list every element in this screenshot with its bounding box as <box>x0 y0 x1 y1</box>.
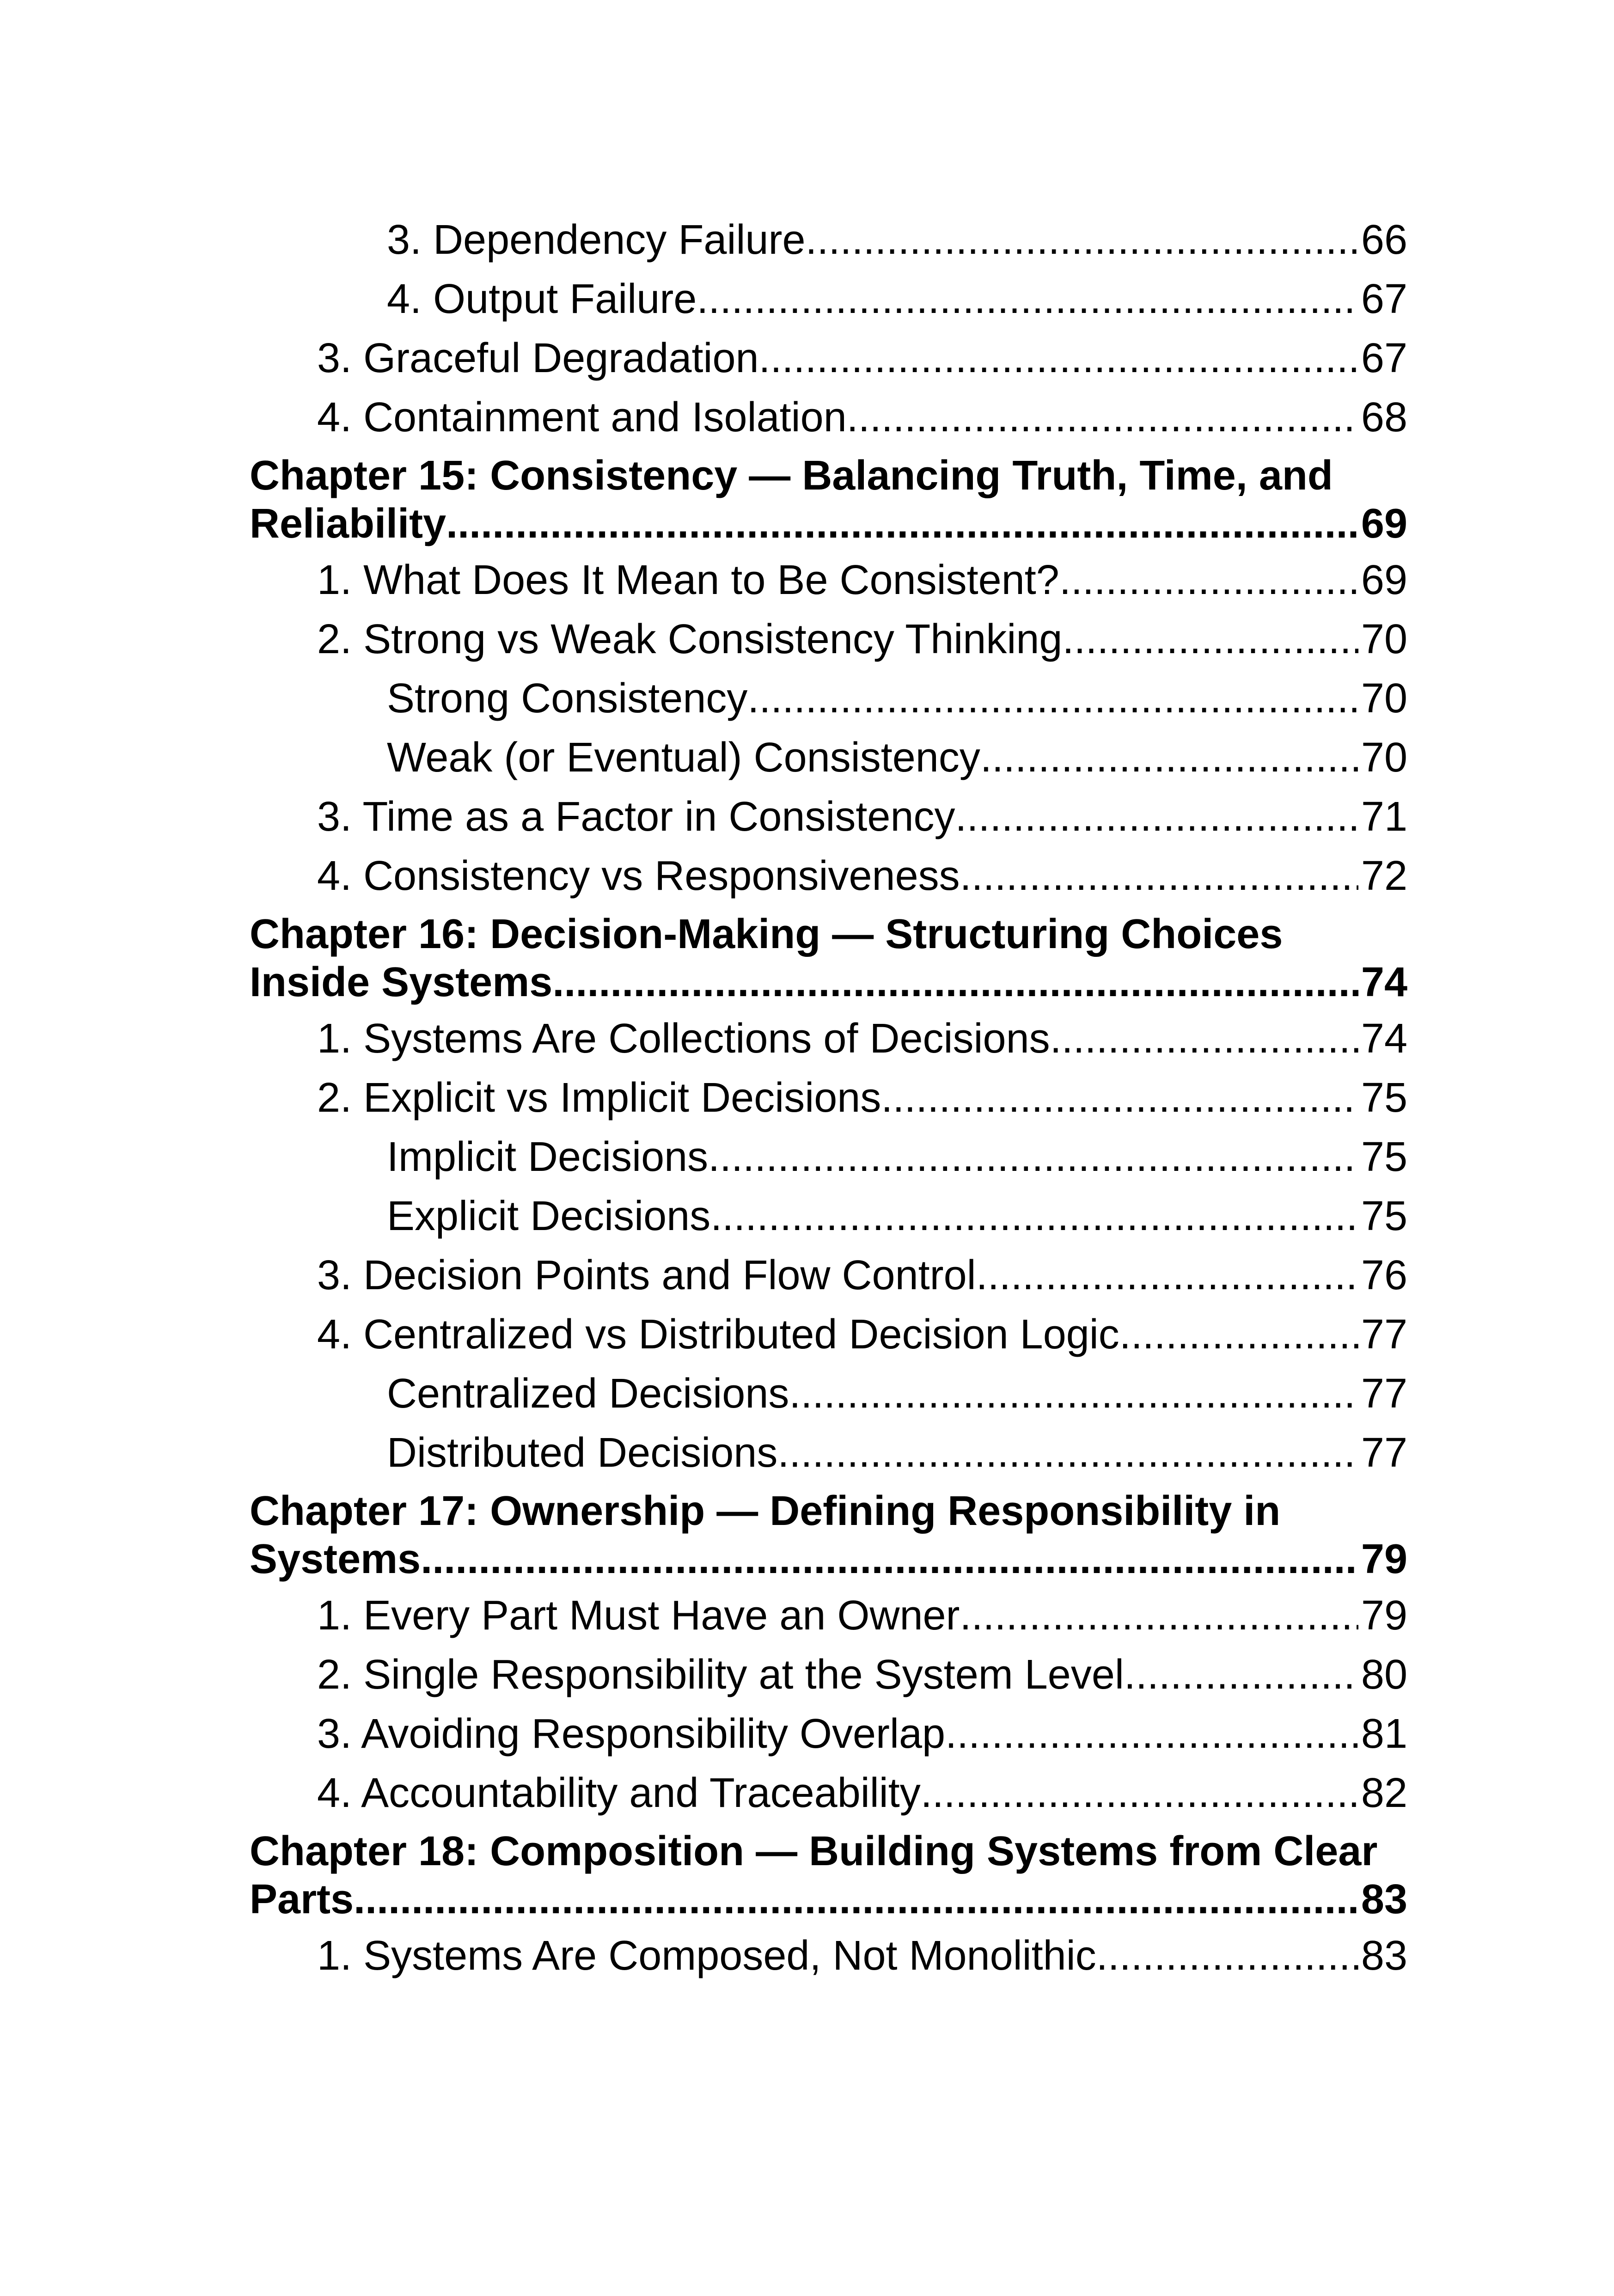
toc-chapter-heading[interactable] <box>250 452 1407 551</box>
toc-section-entry[interactable] <box>250 1068 1407 1127</box>
toc-chapter-title-line2 <box>250 1535 1407 1586</box>
toc-section-entry[interactable] <box>250 1763 1407 1823</box>
toc-subsection-entry[interactable] <box>250 269 1407 329</box>
toc-section-entry[interactable] <box>250 1009 1407 1068</box>
toc-entry-title: Implicit Decisions <box>387 1134 709 1180</box>
toc-section-entry[interactable] <box>250 846 1407 906</box>
toc-entry-title: 4. Consistency vs Responsiveness <box>317 853 960 899</box>
toc-entry-title: 3. Avoiding Responsibility Overlap <box>317 1711 946 1757</box>
dot-leader <box>847 388 1358 447</box>
toc-page-number: 79 <box>1361 1592 1407 1639</box>
toc-entry-title: 1. What Does It Mean to Be Consistent? <box>317 557 1059 603</box>
toc-section-entry[interactable] <box>250 787 1407 846</box>
toc-page-number: 75 <box>1361 1075 1407 1121</box>
toc-page-number: 69 <box>1361 557 1407 603</box>
toc-entry-title: 4. Containment and Isolation <box>317 394 847 441</box>
toc-chapter-title-continued: Inside Systems <box>250 959 553 1005</box>
dot-leader <box>1062 610 1358 669</box>
toc-page-number: 71 <box>1361 794 1407 840</box>
toc-page-number: 77 <box>1361 1371 1407 1417</box>
toc-subsection-entry[interactable] <box>250 1127 1407 1187</box>
toc-chapter-title-line1: Chapter 16: Decision-Making — Structuring Choices <box>250 911 1283 957</box>
dot-leader <box>777 1423 1358 1482</box>
toc-subsection-entry[interactable] <box>250 1423 1407 1482</box>
dot-leader <box>446 500 1358 548</box>
toc-page-number: 70 <box>1361 616 1407 662</box>
toc-chapter-title-continued: Systems <box>250 1536 421 1582</box>
toc-section-entry[interactable] <box>250 610 1407 669</box>
table-of-contents <box>250 210 1407 1985</box>
toc-section-entry[interactable] <box>250 329 1407 388</box>
toc-entry-title: 1. Every Part Must Have an Owner <box>317 1592 960 1639</box>
toc-section-entry[interactable] <box>250 1305 1407 1364</box>
toc-page-number: 74 <box>1361 1016 1407 1062</box>
toc-page-number: 76 <box>1361 1252 1407 1298</box>
dot-leader <box>960 846 1358 906</box>
toc-entry-title: Weak (or Eventual) Consistency <box>387 735 980 781</box>
toc-page-number: 75 <box>1361 1134 1407 1180</box>
toc-section-entry[interactable] <box>250 1926 1407 1985</box>
toc-chapter-heading[interactable] <box>250 1487 1407 1586</box>
toc-subsection-entry[interactable] <box>250 1187 1407 1246</box>
toc-page-number: 82 <box>1361 1770 1407 1816</box>
dot-leader <box>881 1068 1358 1127</box>
toc-entry-title: Distributed Decisions <box>387 1430 778 1476</box>
toc-page-number: 74 <box>1361 959 1407 1005</box>
toc-page-number: 75 <box>1361 1193 1407 1239</box>
toc-chapter-title-continued: Reliability <box>250 501 446 547</box>
toc-page-number: 69 <box>1361 501 1407 547</box>
toc-page-number: 77 <box>1361 1311 1407 1358</box>
toc-entry-title: 4. Output Failure <box>387 276 697 322</box>
toc-subsection-entry[interactable] <box>250 1364 1407 1423</box>
dot-leader <box>710 1187 1358 1246</box>
toc-chapter-title-line2 <box>250 1875 1407 1926</box>
dot-leader <box>945 1704 1358 1763</box>
toc-entry-title: 2. Explicit vs Implicit Decisions <box>317 1075 881 1121</box>
toc-chapter-title-line2 <box>250 958 1407 1009</box>
toc-subsection-entry[interactable] <box>250 669 1407 728</box>
toc-section-entry[interactable] <box>250 1704 1407 1763</box>
toc-page-number: 67 <box>1361 276 1407 322</box>
toc-page-number: 77 <box>1361 1430 1407 1476</box>
toc-entry-title: 3. Dependency Failure <box>387 217 806 263</box>
toc-entry-title: Explicit Decisions <box>387 1193 711 1239</box>
dot-leader <box>1059 551 1358 610</box>
toc-entry-title: Strong Consistency <box>387 675 748 722</box>
dot-leader <box>976 1246 1358 1305</box>
dot-leader <box>960 1586 1358 1645</box>
dot-leader <box>697 269 1358 329</box>
toc-page-number: 80 <box>1361 1652 1407 1698</box>
dot-leader <box>980 728 1358 787</box>
dot-leader <box>354 1875 1358 1923</box>
toc-page-number: 79 <box>1361 1536 1407 1582</box>
toc-entry-title: 2. Single Responsibility at the System Level <box>317 1652 1124 1698</box>
toc-entry-title: 2. Strong vs Weak Consistency Thinking <box>317 616 1063 662</box>
dot-leader <box>1124 1645 1358 1704</box>
toc-page-number: 70 <box>1361 675 1407 722</box>
toc-section-entry[interactable] <box>250 1645 1407 1704</box>
toc-entry-title: 3. Decision Points and Flow Control <box>317 1252 976 1298</box>
dot-leader <box>552 958 1358 1006</box>
dot-leader <box>955 787 1358 846</box>
toc-section-entry[interactable] <box>250 388 1407 447</box>
dot-leader <box>759 329 1358 388</box>
toc-entry-title: Centralized Decisions <box>387 1371 789 1417</box>
toc-section-entry[interactable] <box>250 551 1407 610</box>
toc-chapter-title-line1: Chapter 18: Composition — Building Systems from Clear <box>250 1828 1378 1874</box>
toc-page-number: 83 <box>1361 1933 1407 1979</box>
toc-chapter-title-line2 <box>250 500 1407 551</box>
toc-entry-title: 1. Systems Are Collections of Decisions <box>317 1016 1050 1062</box>
toc-chapter-title-line1: Chapter 17: Ownership — Defining Responsibility in <box>250 1488 1281 1534</box>
toc-page-number: 81 <box>1361 1711 1407 1757</box>
toc-entry-title: 1. Systems Are Composed, Not Monolithic <box>317 1933 1096 1979</box>
dot-leader <box>806 210 1358 269</box>
toc-subsection-entry[interactable] <box>250 210 1407 269</box>
toc-page-number: 72 <box>1361 853 1407 899</box>
toc-page-number: 70 <box>1361 735 1407 781</box>
toc-section-entry[interactable] <box>250 1586 1407 1645</box>
toc-chapter-title-line1: Chapter 15: Consistency — Balancing Truth, Time, and <box>250 453 1333 499</box>
dot-leader <box>1096 1926 1358 1985</box>
dot-leader <box>708 1127 1358 1187</box>
toc-subsection-entry[interactable] <box>250 728 1407 787</box>
dot-leader <box>421 1535 1358 1583</box>
toc-page-number: 67 <box>1361 335 1407 381</box>
dot-leader <box>1050 1009 1358 1068</box>
toc-chapter-title-continued: Parts <box>250 1876 354 1923</box>
toc-page-number: 66 <box>1361 217 1407 263</box>
toc-section-entry[interactable] <box>250 1246 1407 1305</box>
toc-entry-title: 4. Accountability and Traceability <box>317 1770 921 1816</box>
toc-chapter-heading[interactable] <box>250 1827 1407 1926</box>
toc-entry-title: 3. Time as a Factor in Consistency <box>317 794 955 840</box>
toc-entry-title: 3. Graceful Degradation <box>317 335 759 381</box>
dot-leader <box>789 1364 1358 1423</box>
dot-leader <box>921 1763 1358 1823</box>
dot-leader <box>747 669 1358 728</box>
dot-leader <box>1119 1305 1358 1364</box>
toc-page-number: 68 <box>1361 394 1407 441</box>
toc-entry-title: 4. Centralized vs Distributed Decision Logic <box>317 1311 1119 1358</box>
toc-page-number: 83 <box>1361 1876 1407 1923</box>
toc-chapter-heading[interactable] <box>250 910 1407 1009</box>
